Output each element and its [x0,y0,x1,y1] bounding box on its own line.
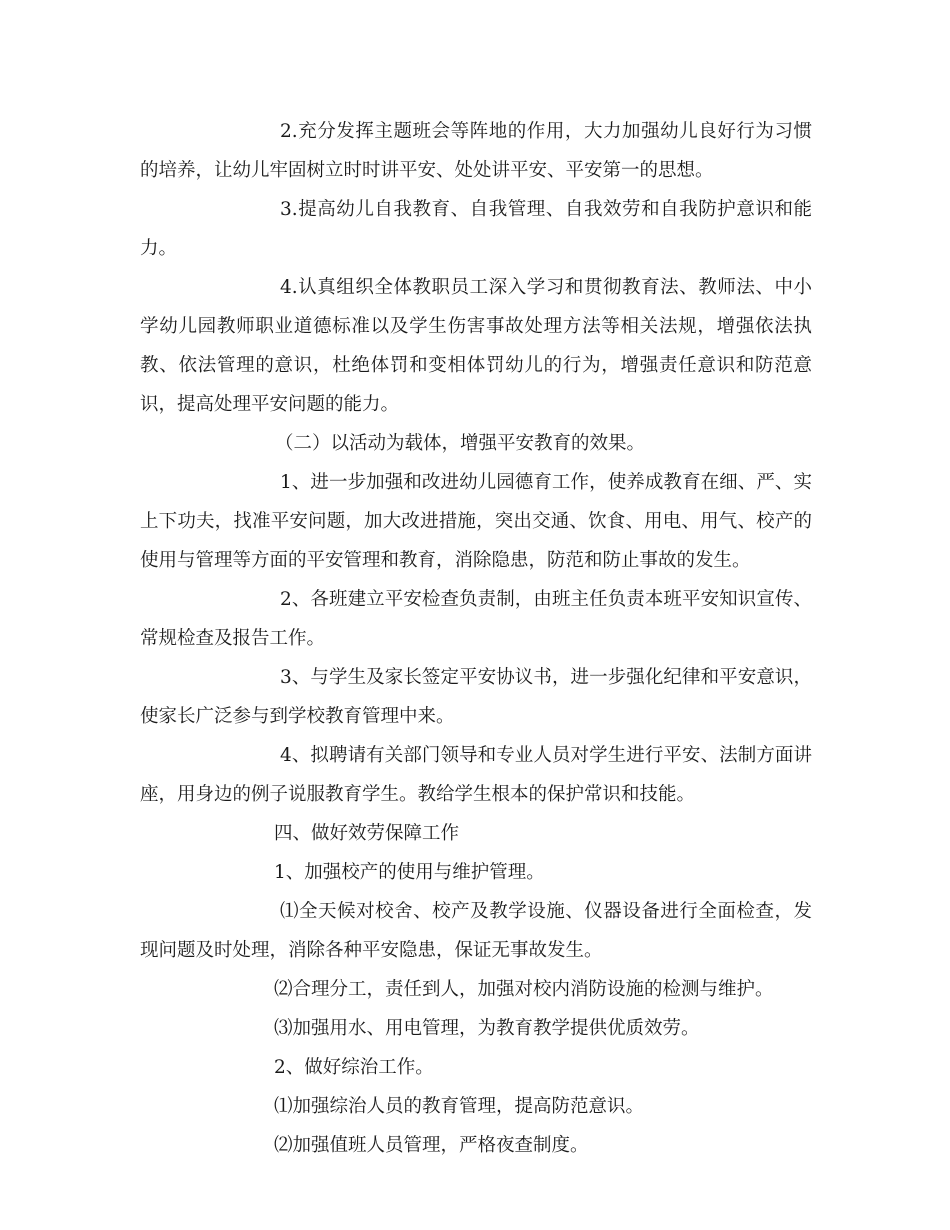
paragraph-8: 4、拟聘请有关部门领导和专业人员对学生进行平安、法制方面讲座，用身边的例子说服教育学生。教给学生根本的保护常识和技能。 [140,745,812,805]
paragraph-14: 2、做好综治工作。 [274,1057,434,1078]
paragraph-3: 4.认真组织全体教职员工深入学习和贯彻教育法、教师法、中小学幼儿园教师职业道德标准以及学生伤害事故处理方法等相关法规，增强依法执教、依法管理的意识，杜绝体罚和变相体罚幼儿的行为，增强责任意识和防范意识，提高处理平安问题的能力。 [140,277,812,415]
paragraph-6: 2、各班建立平安检查负责制，由班主任负责本班平安知识宣传、常规检查及报告工作。 [140,589,812,649]
paragraph-10: 1、加强校产的使用与维护管理。 [274,862,545,883]
paragraph-16: ⑵加强值班人员管理，严格夜查制度。 [274,1135,589,1156]
paragraph-13: ⑶加强用水、用电管理，为教育教学提供优质效劳。 [274,1018,700,1039]
paragraph-7: 3、与学生及家长签定平安协议书，进一步强化纪律和平安意识，使家长广泛参与到学校教育管理中来。 [140,667,812,727]
paragraph-12: ⑵合理分工，责任到人，加强对校内消防设施的检测与维护。 [274,979,774,1000]
paragraph-2: 3.提高幼儿自我教育、自我管理、自我效劳和自我防护意识和能力。 [140,199,812,259]
document-body [140,112,812,1165]
paragraph-1: 2.充分发挥主题班会等阵地的作用，大力加强幼儿良好行为习惯的培养，让幼儿牢固树立时时讲平安、处处讲平安、平安第一的思想。 [140,121,812,181]
section-heading-4: 四、做好效劳保障工作 [274,823,460,844]
paragraph-5: 1、进一步加强和改进幼儿园德育工作，使养成教育在细、严、实上下功夫，找准平安问题，加大改进措施，突出交通、饮食、用电、用气、校产的使用与管理等方面的平安管理和教育，消除隐患，防范和防止事故的发生。 [140,472,812,571]
paragraph-15: ⑴加强综治人员的教育管理，提高防范意识。 [274,1096,645,1117]
section-heading-2: （二）以活动为载体，增强平安教育的效果。 [275,433,646,454]
paragraph-11: ⑴全天候对校舍、校产及教学设施、仪器设备进行全面检查，发现问题及时处理，消除各种平安隐患，保证无事故发生。 [140,901,812,961]
